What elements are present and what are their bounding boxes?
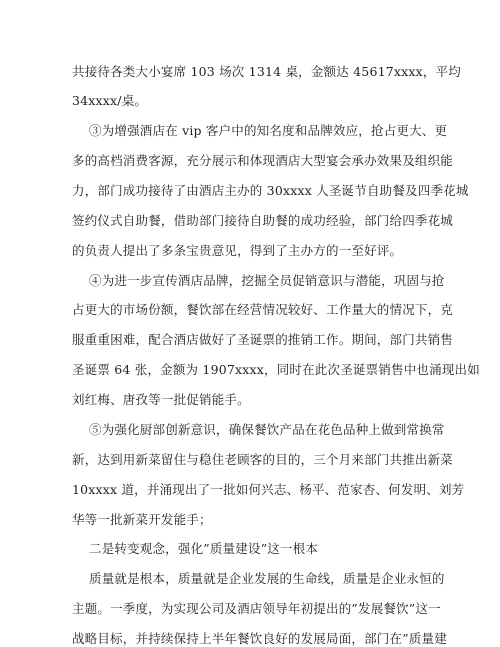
text-line: 主题。一季度，为实现公司及酒店领导年初提出的”发展餐饮”这一 [72,601,441,616]
text-line: 共接待各类大小宴席 103 场次 1314 桌，金额达 45617xxxx，平均 [72,64,462,79]
text-line: 签约仪式自助餐，借助部门接待自助餐的成功经验，部门给四季花城 [72,213,454,228]
text-line: 占更大的市场份额，餐饮部在经营情况较好、工作量大的情况下，克 [72,302,454,317]
text-line: 34xxxx/桌。 [72,93,148,108]
text-line: 新，达到用新菜留住与稳住老顾客的目的，三个月来部门共推出新菜 [72,452,454,467]
text-line: 力，部门成功接待了由酒店主办的 30xxxx 人圣诞节自助餐及四季花城 [72,183,469,198]
text-line: 的负责人提出了多条宝贵意见，得到了主办方的一至好评。 [72,243,403,258]
text-line: 多的高档消费客源，充分展示和体现酒店大型宴会承办效果及组织能 [72,153,454,168]
paragraph-start-line: ⑤为强化厨部创新意识，确保餐饮产品在花色品种上做到常换常 [89,422,445,437]
paragraph-start-line: ③为增强酒店在 vip 客户中的知名度和品牌效应，抢占更大、更 [89,123,448,138]
text-line: 10xxxx 道，并涌现出了一批如何兴志、杨平、范家杏、何发明、刘芳 [72,482,465,497]
text-line: 刘红梅、唐孜等一批促销能手。 [72,392,250,407]
section-heading-line: 二是转变观念，强化”质量建设”这一根本 [89,541,319,556]
text-line: 华等一批新菜开发能手； [72,512,212,527]
paragraph-start-line: 质量就是根本，质量就是企业发展的生命线，质量是企业永恒的 [89,571,445,586]
text-line: 圣诞票 64 张，金额为 1907xxxx，同时在此次圣诞票销售中也涌现出如 [72,362,480,377]
paragraph-start-line: ④为进一步宣传酒店品牌，挖掘全员促销意识与潜能，巩固与抢 [89,273,445,288]
text-line: 战略目标，并持续保持上半年餐饮良好的发展局面，部门在”质量建 [72,631,447,646]
text-line: 服重重困难，配合酒店做好了圣诞票的推销工作。期间，部门共销售 [72,332,454,347]
